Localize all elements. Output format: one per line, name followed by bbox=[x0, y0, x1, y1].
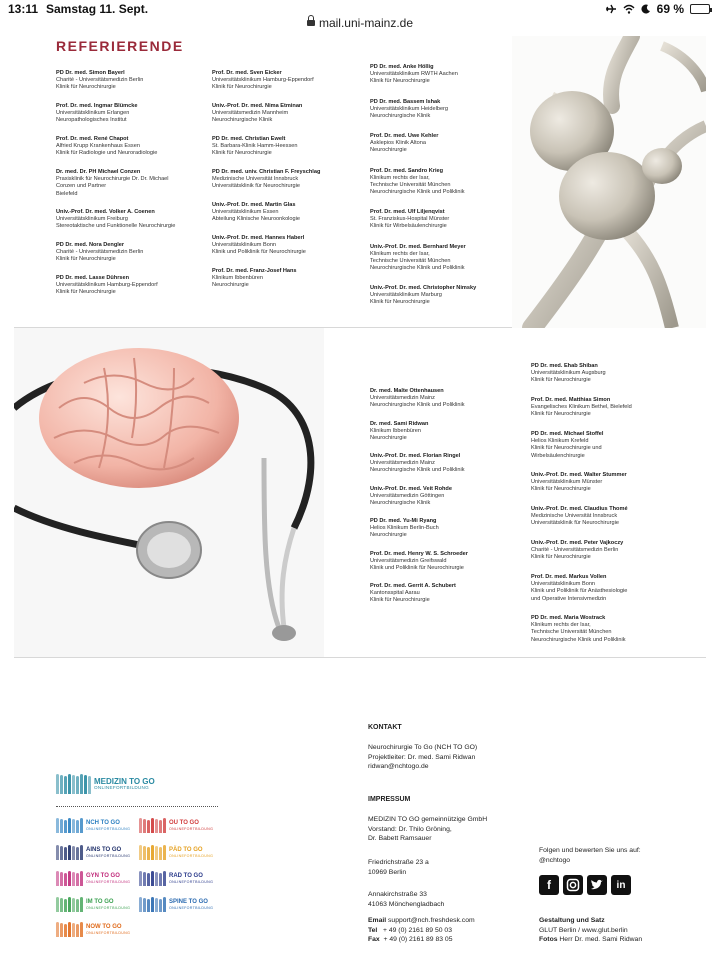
speaker-entry bbox=[370, 486, 520, 508]
speaker-affiliation: Neurochirurgische Klinik und Poliklinik bbox=[531, 636, 626, 643]
speaker-affiliation: Klinik für Neurochirurgie bbox=[531, 486, 591, 493]
battery-icon bbox=[690, 4, 710, 14]
speaker-entry bbox=[370, 388, 520, 410]
speaker-affiliation: Neurochirurgische Klinik und Poliklinik bbox=[370, 189, 465, 196]
tel-number[interactable]: + 49 (0) 2161 89 50 03 bbox=[383, 926, 452, 934]
speaker-affiliation: Universitätsklinikum Augsburg bbox=[531, 370, 606, 377]
speaker-name: Univ.-Prof. Dr. med. Veit Rohde bbox=[370, 485, 452, 492]
speaker-affiliation: Helios Klinikum Krefeld bbox=[531, 438, 589, 445]
speaker-entry bbox=[370, 168, 520, 197]
speaker-affiliation: Wirbelsäulenchirurgie bbox=[531, 452, 585, 459]
linkedin-icon[interactable]: in bbox=[611, 875, 631, 895]
speaker-name: Dr. med. Dr. PH Michael Conzen bbox=[56, 169, 141, 175]
speaker-affiliation: Klinik und Poliklinik für Anästhesiologie bbox=[531, 588, 628, 595]
speaker-entry bbox=[370, 453, 520, 475]
speaker-affiliation: St. Barbara-Klinik Hamm-Heessen bbox=[212, 143, 298, 150]
speaker-affiliation: Universitätsmedizin Mainz bbox=[370, 395, 435, 402]
credits-block bbox=[539, 916, 642, 945]
speaker-affiliation: Technische Universität München bbox=[370, 257, 451, 264]
product-logo-title: IM TO GO bbox=[86, 899, 114, 906]
kontakt-lead: Projektleiter: Dr. med. Sami Ridwan bbox=[368, 753, 476, 761]
speaker-affiliation: Neuropathologisches Institut bbox=[56, 117, 127, 124]
divider-bottom bbox=[14, 657, 706, 658]
product-logo bbox=[139, 845, 213, 860]
speaker-name: Univ.-Prof. Dr. med. Hannes Haberl bbox=[212, 235, 305, 241]
product-logo-sub: ONLINEFORTBILDUNG bbox=[169, 879, 214, 884]
speaker-name: Univ.-Prof. Dr. med. Walter Stummer bbox=[531, 472, 627, 478]
speaker-affiliation: Klinik für Neurochirurgie und bbox=[531, 445, 602, 452]
speaker-name: PD Dr. med. univ. Christian F. Freyschlag bbox=[212, 169, 321, 175]
product-logo-sub: ONLINEFORTBILDUNG bbox=[86, 853, 131, 858]
speaker-name: Prof. Dr. med. Matthias Simon bbox=[531, 397, 611, 403]
product-logo bbox=[56, 845, 130, 860]
speaker-affiliation: Klinik für Neurochirurgie bbox=[212, 150, 272, 157]
kontakt-block bbox=[368, 743, 477, 772]
speaker-entry bbox=[370, 518, 520, 540]
speaker-affiliation: Neurochirurgische Klinik und Poliklinik bbox=[370, 402, 465, 409]
speaker-affiliation: Klinik für Neurochirurgie bbox=[56, 289, 116, 296]
speaker-name: Dr. med. Sami Ridwan bbox=[370, 420, 429, 427]
speaker-affiliation: Universitätsmedizin Mainz bbox=[370, 460, 435, 467]
speaker-affiliation: Universitätsmedizin Mannheim bbox=[212, 110, 289, 117]
speaker-entry bbox=[370, 64, 520, 86]
speaker-name: Univ.-Prof. Dr. med. Claudius Thomé bbox=[531, 506, 628, 512]
speaker-name: PD Dr. med. Yu-Mi Ryang bbox=[370, 518, 437, 524]
speaker-affiliation: Klinikum Ibbenbüren bbox=[370, 427, 421, 434]
speaker-affiliation: Neurochirurgie bbox=[370, 147, 407, 154]
status-right bbox=[605, 2, 710, 16]
speaker-entry bbox=[56, 275, 206, 297]
speaker-affiliation: Alfried Krupp Krankenhaus Essen bbox=[56, 143, 140, 150]
product-logo bbox=[139, 871, 213, 886]
speaker-entry bbox=[212, 268, 362, 290]
url-text: mail.uni-mainz.de bbox=[318, 16, 414, 30]
follow-handle: @nchtogo bbox=[539, 856, 571, 864]
product-logo-sub: ONLINEFORTBILDUNG bbox=[86, 879, 131, 884]
speaker-affiliation: Helios Klinikum Berlin-Buch bbox=[370, 525, 439, 532]
speaker-name: Univ.-Prof. Dr. med. Martin Glas bbox=[212, 202, 296, 208]
kontakt-email[interactable]: ridwan@nchtogo.de bbox=[368, 763, 429, 770]
city-berlin: 10969 Berlin bbox=[368, 868, 407, 876]
speaker-entry bbox=[531, 540, 681, 562]
speaker-entry bbox=[56, 70, 206, 92]
speaker-entry bbox=[56, 242, 206, 264]
impressum-board-2: Dr. Babett Ramsauer bbox=[368, 835, 432, 842]
speaker-name: Prof. Dr. med. Sven Eicker bbox=[212, 70, 282, 76]
speaker-name: PD Dr. med. Simon Bayerl bbox=[56, 70, 125, 76]
main-logo-sub: ONLINEFORTBILDUNG bbox=[94, 785, 150, 791]
speaker-name: PD Dr. med. Bassem Ishak bbox=[370, 98, 441, 105]
speaker-entry bbox=[212, 202, 362, 224]
speaker-affiliation: Medizinische Universität Innsbruck bbox=[531, 513, 618, 520]
speaker-name: Prof. Dr. med. Sandro Krieg bbox=[370, 167, 444, 174]
facebook-icon[interactable]: f bbox=[539, 875, 559, 895]
twitter-icon[interactable] bbox=[587, 875, 607, 895]
speaker-name: Prof. Dr. med. Gerrit A. Schubert bbox=[370, 583, 456, 589]
speaker-entry bbox=[531, 363, 681, 385]
city-mg: 41063 Mönchengladbach bbox=[368, 900, 445, 908]
product-logo-sub: ONLINEFORTBILDUNG bbox=[169, 905, 214, 910]
speaker-entry bbox=[56, 209, 206, 231]
product-logo-sub: ONLINEFORTBILDUNG bbox=[169, 826, 214, 831]
people-figures-icon bbox=[56, 818, 83, 833]
follow-block bbox=[539, 846, 641, 865]
speaker-name: Univ.-Prof. Dr. med. Volker A. Coenen bbox=[56, 209, 155, 215]
speaker-affiliation: Medizinische Universität Innsbruck bbox=[212, 176, 299, 183]
speaker-affiliation: Universitätsklinikum Erlangen bbox=[56, 110, 130, 117]
speaker-affiliation: und Operative Intensivmedizin bbox=[531, 595, 607, 602]
fotos-label: Fotos bbox=[539, 936, 558, 943]
speaker-entry bbox=[56, 169, 206, 198]
speaker-affiliation: Stereotaktische und Funktionelle Neurochirurgie bbox=[56, 223, 176, 230]
speaker-affiliation: Charité - Universitätsmedizin Berlin bbox=[56, 77, 144, 84]
speaker-affiliation: Klinik für Neurochirurgie bbox=[212, 84, 272, 91]
speaker-affiliation: Klinik für Wirbelsäulenchirurgie bbox=[370, 223, 447, 230]
speaker-affiliation: Universitätsklinikum RWTH Aachen bbox=[370, 71, 458, 78]
main-logo-title: MEDIZIN TO GO bbox=[94, 776, 155, 786]
follow-text: Folgen und bewerten Sie uns auf: bbox=[539, 847, 641, 854]
street-berlin: Friedrichstraße 23 a bbox=[368, 859, 429, 866]
speaker-name: Dr. med. Malte Ottenhausen bbox=[370, 388, 444, 394]
speaker-name: PD Dr. med. Lasse Dührsen bbox=[56, 275, 130, 281]
speaker-entry bbox=[370, 421, 520, 443]
people-figures-icon bbox=[56, 897, 83, 912]
moon-icon bbox=[641, 4, 651, 14]
product-logo-sub: ONLINEFORTBILDUNG bbox=[86, 905, 131, 910]
speaker-affiliation: Klinikum Ibbenbüren bbox=[212, 275, 263, 282]
kontakt-org: Neurochirurgie To Go (NCH TO GO) bbox=[368, 744, 478, 751]
battery-percent: 69 % bbox=[656, 2, 684, 16]
kontakt-label: KONTAKT bbox=[368, 724, 402, 731]
product-logo-sub: ONLINEFORTBILDUNG bbox=[86, 826, 131, 831]
speaker-entry bbox=[370, 209, 520, 231]
people-figures-icon bbox=[56, 922, 83, 937]
product-logo-sub: ONLINEFORTBILDUNG bbox=[169, 853, 214, 858]
speaker-entry bbox=[531, 506, 681, 528]
support-email[interactable]: support@nch.freshdesk.com bbox=[388, 917, 475, 924]
street-mg: Annakirchstraße 33 bbox=[368, 891, 427, 898]
speaker-affiliation: Neurochirurgie bbox=[370, 434, 407, 441]
speaker-name: Prof. Dr. med. Ingmar Blümcke bbox=[56, 103, 138, 109]
logo-divider bbox=[56, 806, 218, 807]
speaker-affiliation: Klinik für Neurochirurgie bbox=[531, 377, 591, 384]
speaker-affiliation: Conzen und Partner bbox=[56, 183, 107, 190]
product-logo-title: PÄD TO GO bbox=[169, 847, 203, 854]
speaker-affiliation: Universitätsklinikum Essen bbox=[212, 209, 279, 216]
product-logo bbox=[56, 871, 130, 886]
speaker-affiliation: Klinik und Poliklinik für Neurochirurgie bbox=[212, 249, 306, 256]
speaker-affiliation: Universitätsklinikum Marburg bbox=[370, 292, 442, 299]
speaker-affiliation: Universitätsklinikum Hamburg-Eppendorf bbox=[212, 77, 314, 84]
speaker-affiliation: Neurochirurgische Klinik bbox=[212, 117, 273, 124]
speaker-entry bbox=[370, 551, 520, 573]
product-logo-title: NOW TO GO bbox=[86, 924, 122, 931]
speaker-affiliation: Asklepios Klinik Altona bbox=[370, 140, 426, 147]
speaker-affiliation: Klinikum rechts der Isar, bbox=[370, 250, 430, 257]
speaker-affiliation: Klinikum rechts der Isar, bbox=[531, 622, 591, 629]
speaker-affiliation: Universitätsklinikum Hamburg-Eppendorf bbox=[56, 282, 158, 289]
speaker-entry bbox=[212, 103, 362, 125]
impressum-org: MEDIZIN TO GO gemeinnützige GmbH bbox=[368, 816, 488, 823]
fotos-value: Herr Dr. med. Sami Ridwan bbox=[559, 936, 643, 943]
people-figures-icon bbox=[56, 845, 83, 860]
speaker-affiliation: Klinik für Neurochirurgie bbox=[56, 256, 116, 263]
speaker-name: Prof. Dr. med. Henry W. S. Schroeder bbox=[370, 550, 468, 557]
instagram-icon[interactable] bbox=[563, 875, 583, 895]
speaker-affiliation: Neurochirurgie bbox=[370, 532, 407, 539]
product-logo-title: SPINE TO GO bbox=[169, 899, 208, 906]
speaker-affiliation: Evangelisches Klinikum Bethel, Bielefeld bbox=[531, 404, 632, 411]
speaker-entry bbox=[212, 136, 362, 158]
speaker-affiliation: Universitätsklinikum Bonn bbox=[212, 242, 277, 249]
speaker-affiliation: Charité - Universitätsmedizin Berlin bbox=[531, 547, 619, 554]
impressum-block bbox=[368, 815, 487, 844]
product-logo-title: GYN TO GO bbox=[86, 873, 120, 880]
speaker-entry bbox=[370, 244, 520, 273]
fax-label: Fax bbox=[368, 936, 380, 943]
speaker-entry bbox=[531, 431, 681, 460]
product-logo bbox=[139, 818, 213, 833]
people-figures-icon bbox=[56, 871, 83, 886]
speaker-entry bbox=[212, 235, 362, 257]
status-date: Samstag 11. Sept. bbox=[46, 2, 149, 16]
speaker-affiliation: Klinik für Neurochirurgie bbox=[370, 78, 430, 85]
speaker-entry bbox=[212, 169, 362, 191]
status-time: 13:11 bbox=[8, 2, 39, 16]
speaker-affiliation: Klinik für Radiologie und Neuroradiologie bbox=[56, 150, 158, 157]
speaker-name: Prof. Dr. med. Ulf Liljenqvist bbox=[370, 209, 445, 215]
email-label: Email bbox=[368, 917, 387, 924]
people-figures-icon bbox=[139, 845, 166, 860]
brain-stethoscope-photo bbox=[14, 328, 324, 657]
contact-numbers bbox=[368, 916, 475, 945]
speaker-affiliation: Klinik für Neurochirurgie bbox=[531, 411, 591, 418]
aneurysm-photo bbox=[512, 36, 706, 328]
speaker-affiliation: Universitätsklinikum Freiburg bbox=[56, 216, 128, 223]
speaker-affiliation: Charité - Universitätsmedizin Berlin bbox=[56, 249, 144, 256]
speaker-affiliation: Klinik für Neurochirurgie bbox=[370, 299, 430, 306]
speaker-affiliation: Neurochirurgische Klinik bbox=[370, 499, 431, 506]
speaker-entry bbox=[370, 99, 520, 121]
speaker-affiliation: Universitätsmedizin Greifswald bbox=[370, 557, 447, 564]
speaker-affiliation: Klinik für Neurochirurgie bbox=[56, 84, 116, 91]
product-logo bbox=[56, 922, 130, 937]
speaker-affiliation: Praxisklinik für Neurochirurgie Dr. Dr. Michael bbox=[56, 176, 169, 183]
speaker-name: PD Dr. med. Anke Höllig bbox=[370, 64, 434, 70]
speaker-affiliation: Neurochirurgische Klinik bbox=[370, 112, 431, 119]
gestaltung-value: GLUT Berlin / www.glut.berlin bbox=[539, 926, 628, 934]
address-mg bbox=[368, 890, 444, 909]
speaker-entry bbox=[531, 472, 681, 494]
speaker-affiliation: Universitätsklinikum Münster bbox=[531, 479, 603, 486]
speaker-affiliation: Neurochirurgische Klinik und Poliklinik bbox=[370, 265, 465, 272]
speaker-name: Prof. Dr. med. Uwe Kehler bbox=[370, 133, 439, 139]
speaker-name: Univ.-Prof. Dr. med. Christopher Nimsky bbox=[370, 285, 477, 291]
speaker-affiliation: Universitätsklinik für Neurochirurgie bbox=[531, 520, 619, 527]
speaker-entry bbox=[212, 70, 362, 92]
speaker-affiliation: Neurochirurgie bbox=[212, 282, 249, 289]
social-icons bbox=[539, 875, 631, 895]
speaker-affiliation: Universitätsmedizin Göttingen bbox=[370, 492, 445, 499]
speaker-affiliation: Klinikum rechts der Isar, bbox=[370, 174, 430, 181]
url-bar[interactable] bbox=[0, 16, 720, 36]
gestaltung-label: Gestaltung und Satz bbox=[539, 917, 605, 924]
speaker-affiliation: Bielefeld bbox=[56, 190, 78, 197]
product-logo-title: NCH TO GO bbox=[86, 820, 120, 827]
speaker-name: Univ.-Prof. Dr. med. Florian Ringel bbox=[370, 453, 461, 459]
speaker-affiliation: Abteilung Klinische Neuroonkologie bbox=[212, 216, 301, 223]
speaker-affiliation: St. Franziskus-Hospital Münster bbox=[370, 216, 450, 223]
product-logo bbox=[56, 897, 130, 912]
speaker-name: PD Dr. med. Michael Stoffel bbox=[531, 431, 604, 437]
speaker-entry bbox=[370, 583, 520, 605]
speaker-name: PD Dr. med. Christian Ewelt bbox=[212, 136, 286, 142]
speaker-affiliation: Klinik und Poliklinik für Neurochirurgie bbox=[370, 564, 464, 571]
speaker-entry bbox=[56, 136, 206, 158]
speaker-entry bbox=[531, 574, 681, 603]
fax-number: + 49 (0) 2161 89 83 05 bbox=[383, 936, 453, 943]
people-figures-icon bbox=[139, 818, 166, 833]
product-logo-title: AINS TO GO bbox=[86, 847, 122, 854]
people-figures-icon bbox=[139, 871, 166, 886]
speaker-name: Univ.-Prof. Dr. med. Bernhard Meyer bbox=[370, 243, 466, 250]
speaker-name: Prof. Dr. med. Franz-Josef Hans bbox=[212, 268, 297, 274]
impressum-label: IMPRESSUM bbox=[368, 796, 411, 803]
speaker-entry bbox=[531, 615, 681, 644]
speaker-affiliation: Neurochirurgische Klinik und Poliklinik bbox=[370, 467, 465, 474]
people-figures-icon bbox=[139, 897, 166, 912]
address-berlin bbox=[368, 858, 429, 877]
speaker-affiliation: Technische Universität München bbox=[370, 181, 451, 188]
speaker-name: PD Dr. med. Nora Dengler bbox=[56, 242, 125, 248]
speaker-name: PD Dr. med. Ehab Shiban bbox=[531, 363, 598, 369]
speaker-name: Univ.-Prof. Dr. med. Nima Etminan bbox=[212, 103, 303, 109]
speaker-entry bbox=[370, 285, 520, 307]
speaker-name: Univ.-Prof. Dr. med. Peter Vajkoczy bbox=[531, 540, 624, 546]
product-logo-title: OU TO GO bbox=[169, 820, 199, 827]
speaker-name: Prof. Dr. med. Markus Vollen bbox=[531, 574, 607, 580]
speaker-affiliation: Universitätsklinikum Heidelberg bbox=[370, 105, 449, 112]
speaker-name: PD Dr. med. Maria Wostrack bbox=[531, 615, 606, 621]
speaker-affiliation: Technische Universität München bbox=[531, 629, 612, 636]
lock-icon bbox=[307, 20, 315, 26]
product-logo-sub: ONLINEFORTBILDUNG bbox=[86, 930, 131, 935]
airplane-icon bbox=[605, 4, 617, 14]
speaker-affiliation: Kantonsspital Aarau bbox=[370, 590, 420, 597]
product-logo-title: RAD TO GO bbox=[169, 873, 203, 880]
speaker-name: Prof. Dr. med. René Chapot bbox=[56, 136, 129, 142]
speaker-affiliation: Universitätsklinikum Bonn bbox=[531, 581, 596, 588]
wifi-icon bbox=[623, 4, 635, 14]
people-figures-icon bbox=[56, 774, 91, 794]
speaker-affiliation: Klinik für Neurochirurgie bbox=[531, 554, 591, 561]
page-title: REFERIERENDE bbox=[56, 38, 184, 54]
product-logo bbox=[139, 897, 213, 912]
product-logo bbox=[56, 818, 130, 833]
speaker-entry bbox=[531, 397, 681, 419]
tel-label: Tel bbox=[368, 926, 378, 934]
speaker-entry bbox=[370, 133, 520, 155]
speaker-affiliation: Klinik für Neurochirurgie bbox=[370, 597, 430, 604]
speaker-entry bbox=[56, 103, 206, 125]
medizin-to-go-logo bbox=[56, 774, 155, 794]
impressum-board-1: Vorstand: Dr. Thilo Gröning, bbox=[368, 825, 452, 833]
speaker-affiliation: Universitätsklinik für Neurochirurgie bbox=[212, 183, 300, 190]
